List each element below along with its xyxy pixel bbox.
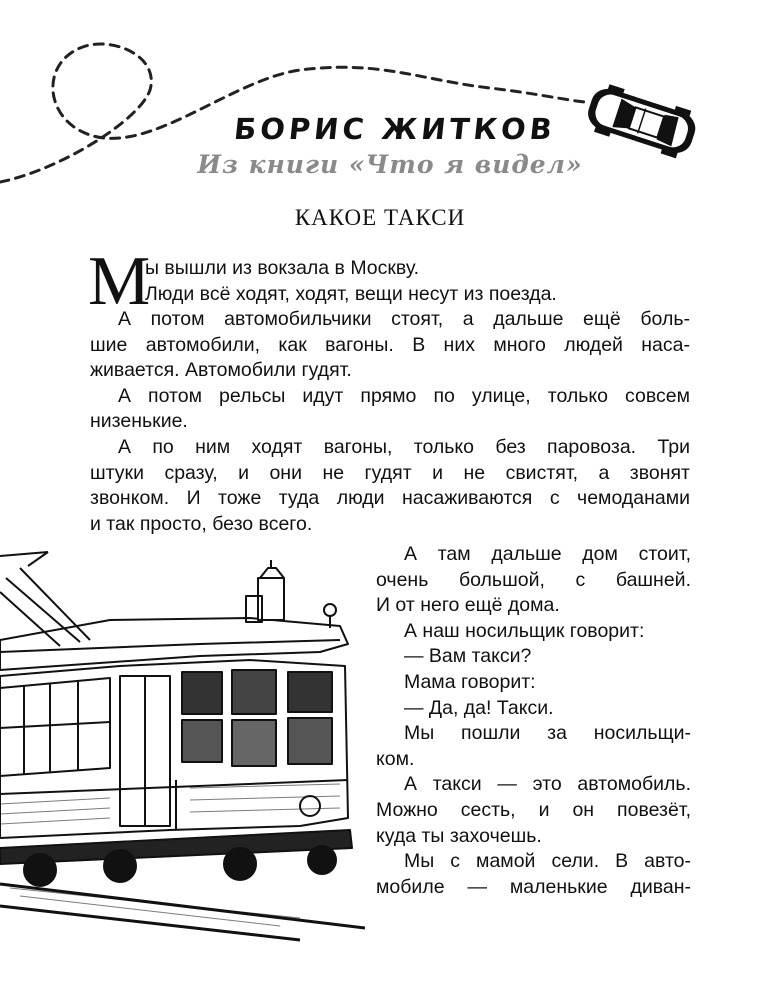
text-line: штуки сразу, и они не гудят и не свистят, а звонят xyxy=(90,461,690,484)
text-line: низенькие. xyxy=(90,410,188,433)
text-line: А потом автомобильчики стоят, а дальше ещё боль- xyxy=(118,308,690,330)
author-name: БОРИС ЖИТКОВ xyxy=(232,112,558,146)
text-line: звонком. И тоже туда люди насаживаются с чемоданами xyxy=(90,487,690,510)
text-line: ы вышли из вокзала в Москву. xyxy=(145,257,420,279)
right-column-text xyxy=(376,542,691,900)
drop-cap: М xyxy=(88,243,151,320)
text-line: шие автомобили, как вагоны. В них много людей наса- xyxy=(90,333,690,356)
text-line: Мама говорит: xyxy=(404,670,536,693)
text-line: живается. Автомобили гудят. xyxy=(90,359,352,382)
full-width-text xyxy=(90,307,690,537)
text-line: Мы с мамой сели. В авто- xyxy=(404,850,691,873)
text-line: и так просто, безо всего. xyxy=(90,512,313,535)
text-line: А потом рельсы идут прямо по улице, только совсем xyxy=(118,384,690,407)
taxi-car-icon xyxy=(580,78,705,163)
tram-illustration xyxy=(0,548,365,948)
text-line: — Вам такси? xyxy=(404,645,532,668)
text-line: — Да, да! Такси. xyxy=(404,696,554,719)
book-subtitle: Из книги «Что я видел» xyxy=(197,150,583,179)
text-line: А там дальше дом стоит, xyxy=(404,543,691,565)
text-line: Люди всё ходят, ходят, вещи несут из поезда. xyxy=(145,282,557,305)
text-line: Мы пошли за носильщи- xyxy=(404,722,691,745)
story-title: КАКОЕ ТАКСИ xyxy=(294,205,466,230)
text-line: И от него ещё дома. xyxy=(376,594,560,617)
text-line: очень большой, с башней. xyxy=(376,568,691,591)
text-line: А такси — это автомобиль. xyxy=(404,773,691,796)
text-line: А по ним ходят вагоны, только без паровоза. Три xyxy=(118,435,690,458)
text-line: мобиле — маленькие диван- xyxy=(376,875,691,898)
text-line: куда ты захочешь. xyxy=(376,824,542,847)
paragraph-1 xyxy=(145,256,690,307)
text-line: Можно сесть, и он повезёт, xyxy=(376,798,691,821)
text-line: А наш носильщик говорит: xyxy=(404,619,645,642)
text-line: ком. xyxy=(376,747,415,770)
